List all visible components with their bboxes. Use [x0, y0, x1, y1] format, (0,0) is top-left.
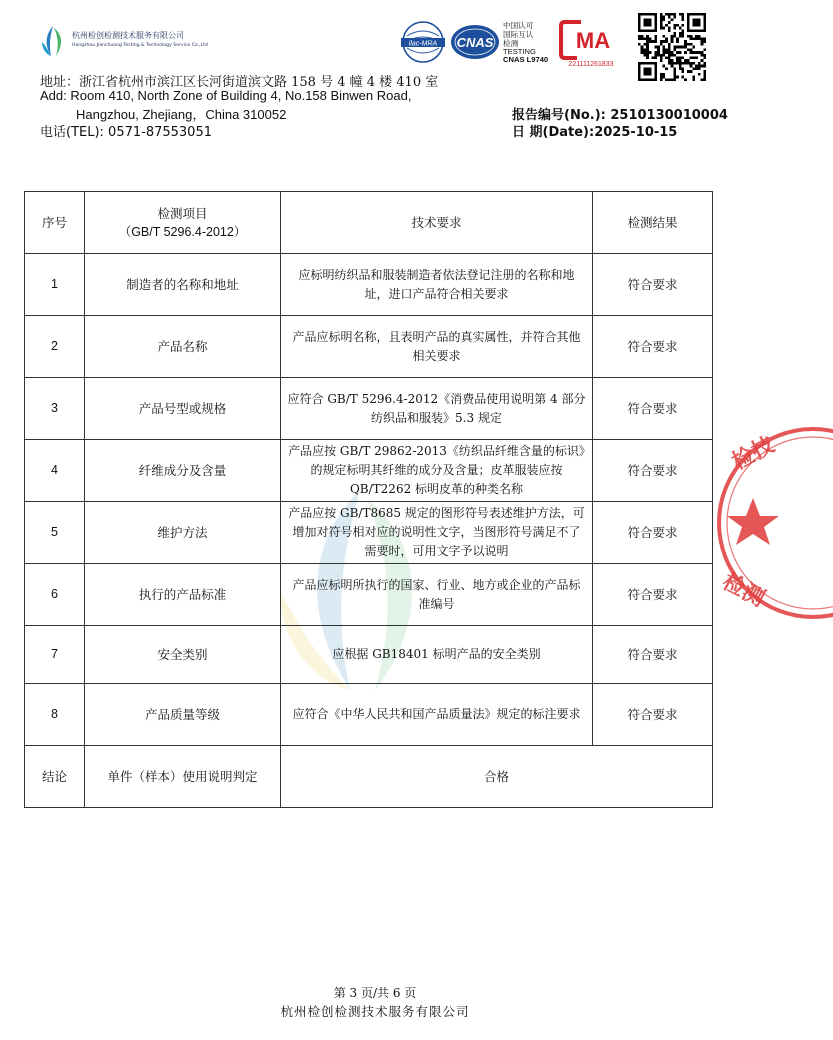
qr-code [638, 13, 706, 81]
table-row [25, 626, 713, 684]
footer-page-number: 第 3 页/共 6 页 [333, 986, 417, 1000]
address-en-line2: Hangzhou, Zhejiang，China 310052 [76, 107, 287, 122]
conclusion-item: 单件（样本）使用说明判定 [85, 746, 281, 808]
address-en-line1: Add: Room 410, North Zone of Building 4, No.158 Binwen Road, [40, 88, 412, 103]
row-no: 7 [25, 626, 85, 684]
header-result: 检测结果 [593, 192, 713, 254]
row-item: 产品名称 [85, 316, 281, 378]
row-result: 符合要求 [593, 626, 713, 684]
company-name-en: Hangzhou Jianchuang Testing & Technology Service Co.,Ltd [72, 43, 208, 48]
company-logo [38, 24, 68, 58]
row-requirement: 产品应标明名称，且表明产品的真实属性，并符合其他相关要求 [281, 316, 593, 378]
cnas-text-4: TESTING [503, 47, 536, 56]
row-no: 3 [25, 378, 85, 440]
report-date: 日 期(Date):2025-10-15 [512, 125, 678, 140]
cnas-text-1: 中国认可 [503, 21, 534, 30]
row-requirement: 应符合 GB/T 5296.4-2012《消费品使用说明第 4 部分纺织品和服装》5.3 规定 [281, 378, 593, 440]
row-requirement: 应根据 GB18401 标明产品的安全类别 [281, 626, 593, 684]
table-row [25, 564, 713, 626]
header-item-line1: 检测项目 [157, 205, 208, 221]
row-requirement: 应符合《中华人民共和国产品质量法》规定的标注要求 [281, 684, 593, 746]
row-result: 符合要求 [593, 440, 713, 502]
row-no: 8 [25, 684, 85, 746]
cnas-text-3: 检测 [503, 39, 519, 48]
cma-number: 221111261833 [568, 61, 614, 68]
table-row [25, 316, 713, 378]
table-row [25, 378, 713, 440]
row-requirement: 产品应按 GB/T 29862-2013《纺织品纤维含量的标识》的规定标明其纤维的成分及含量；皮革服装应按 QB/T2262 标明皮革的种类名称 [281, 440, 593, 502]
row-item: 产品质量等级 [85, 684, 281, 746]
ilac-mra-logo [399, 20, 447, 66]
row-item: 产品号型或规格 [85, 378, 281, 440]
row-item: 纤维成分及含量 [85, 440, 281, 502]
row-requirement: 产品应标明所执行的国家、行业、地方或企业的产品标准编号 [281, 564, 593, 626]
table-row [25, 254, 713, 316]
row-result: 符合要求 [593, 684, 713, 746]
ilac-mark-text: ilac-MRA [408, 40, 438, 48]
header-item-line2: （GB/T 5296.4-2012） [118, 224, 247, 239]
conclusion-row [25, 746, 713, 808]
conclusion-result: 合格 [281, 746, 713, 808]
row-result: 符合要求 [593, 564, 713, 626]
report-number: 报告编号(No.): 2510130010004 [512, 108, 728, 123]
header-item [85, 192, 281, 254]
row-no: 5 [25, 502, 85, 564]
cma-logo [557, 20, 619, 68]
cma-mark-text: MA [575, 28, 611, 53]
header-requirement: 技术要求 [281, 192, 593, 254]
row-result: 符合要求 [593, 378, 713, 440]
row-item: 安全类别 [85, 626, 281, 684]
cnas-text-5: CNAS L9740 [503, 55, 549, 64]
footer-company-name: 杭州检创检测技术服务有限公司 [280, 1004, 470, 1019]
row-requirement: 应标明纺织品和服装制造者依法登记注册的名称和地址，进口产品符合相关要求 [281, 254, 593, 316]
row-result: 符合要求 [593, 502, 713, 564]
row-no: 2 [25, 316, 85, 378]
address-cn: 地址：浙江省杭州市滨江区长河街道滨文路 158 号 4 幢 4 楼 410 室 [40, 75, 439, 90]
row-item: 制造者的名称和地址 [85, 254, 281, 316]
row-result: 符合要求 [593, 254, 713, 316]
conclusion-label: 结论 [25, 746, 85, 808]
table-row [25, 502, 713, 564]
row-no: 4 [25, 440, 85, 502]
row-no: 1 [25, 254, 85, 316]
table-row [25, 440, 713, 502]
cnas-logo [449, 22, 501, 62]
red-seal-stamp [713, 418, 833, 628]
row-no: 6 [25, 564, 85, 626]
seal-text-bottom: 检测 [718, 568, 770, 612]
table-row [25, 684, 713, 746]
company-name-cn: 杭州检创检测技术服务有限公司 [72, 31, 184, 40]
cnas-mark-text: CNAS [456, 35, 494, 50]
row-item: 执行的产品标准 [85, 564, 281, 626]
row-item: 维护方法 [85, 502, 281, 564]
row-result: 符合要求 [593, 316, 713, 378]
header-no: 序号 [25, 192, 85, 254]
row-requirement: 产品应按 GB/T8685 规定的图形符号表述维护方法，可增加对符号相对应的说明性文字，当图形符号满足不了需要时，可用文字予以说明 [281, 502, 593, 564]
table-header-row [25, 192, 713, 254]
results-table [24, 191, 713, 808]
phone: 电话(TEL): 0571-87553051 [40, 125, 212, 140]
seal-text-top: 检技 [727, 431, 779, 476]
cnas-text-2: 国际互认 [503, 30, 534, 39]
